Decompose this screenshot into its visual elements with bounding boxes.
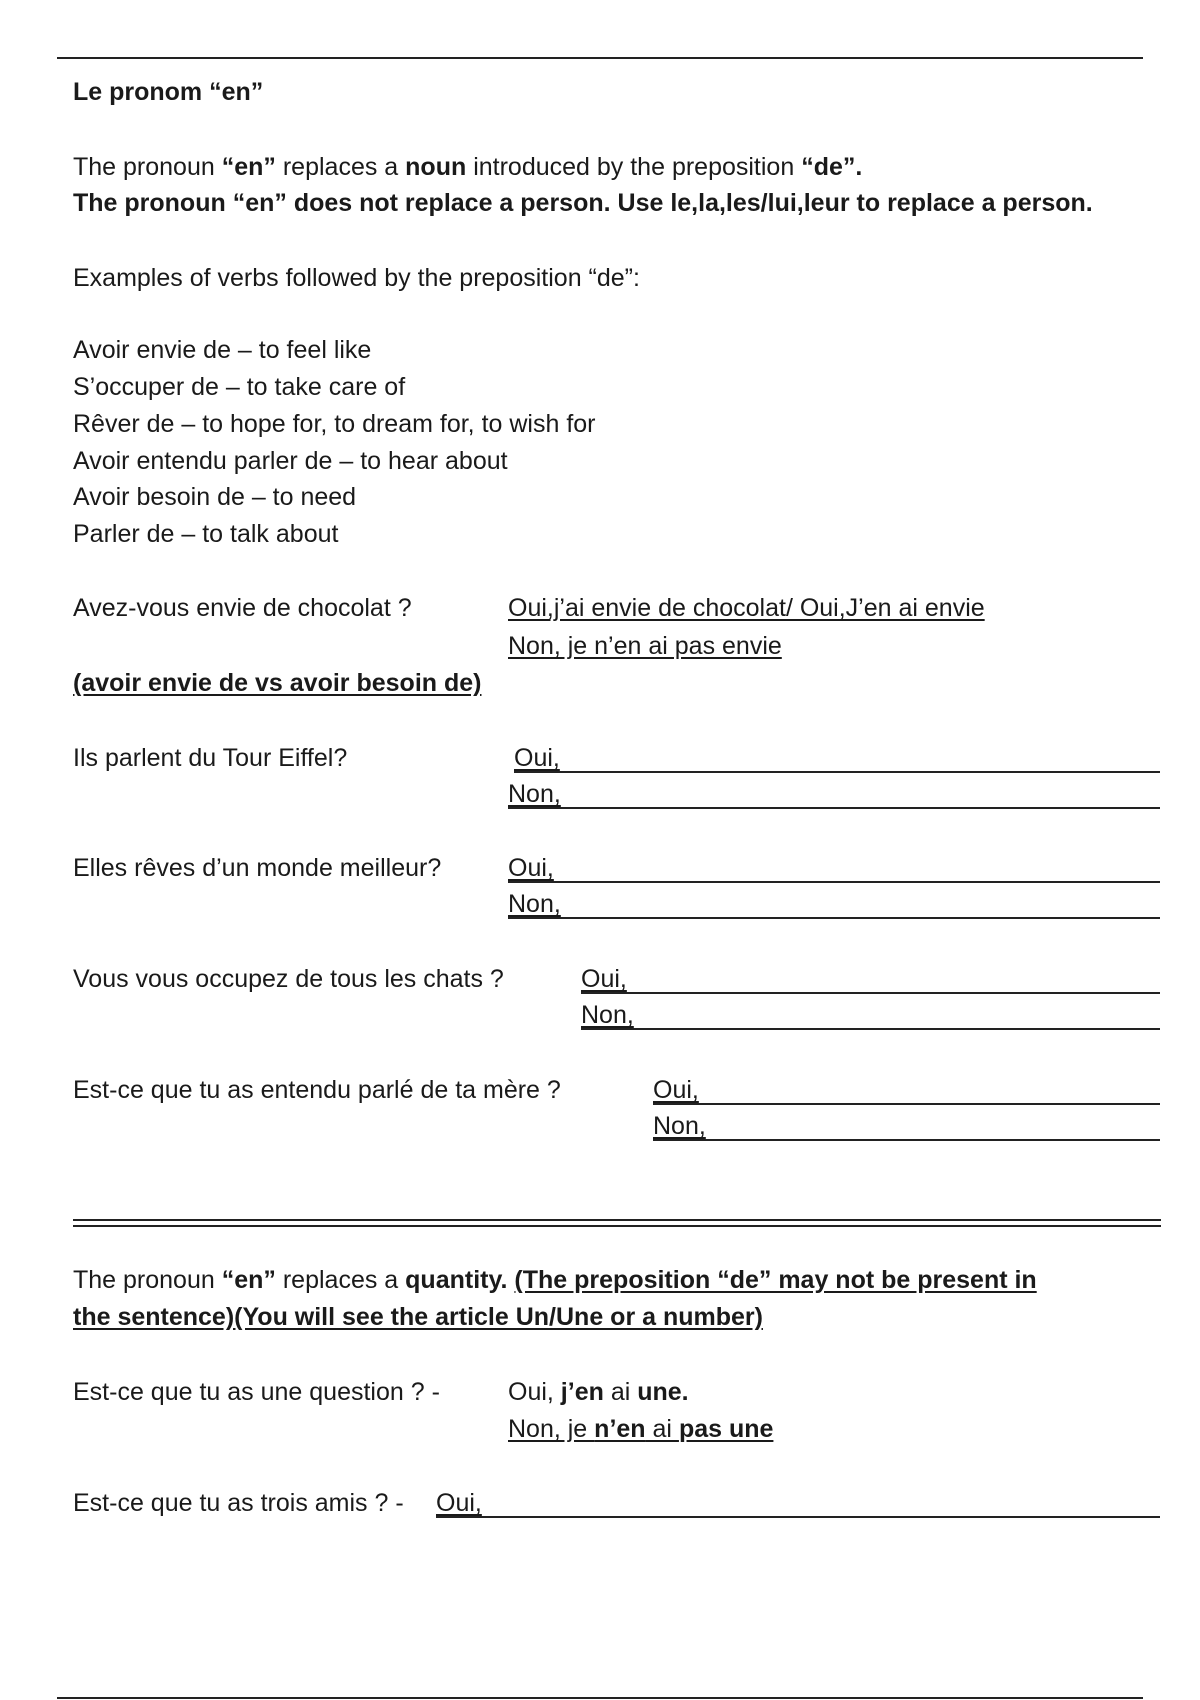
verb-item: Avoir entendu parler de – to hear about: [73, 447, 508, 475]
text-fragment: j’en: [560, 1378, 604, 1406]
answer-blank-no[interactable]: [581, 1000, 1160, 1030]
answer-prefix: Oui,: [514, 744, 560, 772]
text-fragment: quantity.: [405, 1266, 508, 1294]
top-rule: [57, 57, 1143, 59]
rule-quantity-line: [73, 1265, 1037, 1295]
answer-prefix: Oui,: [508, 854, 554, 882]
text-fragment: The pronoun: [73, 1266, 222, 1294]
text-fragment: “en”: [221, 153, 276, 181]
exercise-question: Est-ce que tu as trois amis ? -: [73, 1489, 404, 1517]
exercise-question: Ils parlent du Tour Eiffel?: [73, 744, 348, 772]
answer-blank-yes[interactable]: [581, 964, 1160, 994]
answer-blank-yes[interactable]: [653, 1075, 1160, 1105]
answer-blank-yes[interactable]: [508, 853, 1160, 883]
text-fragment: The pronoun: [73, 153, 222, 181]
example-note: (avoir envie de vs avoir besoin de): [73, 669, 482, 697]
example-question: Avez-vous envie de chocolat ?: [73, 594, 412, 622]
verb-item: Parler de – to talk about: [73, 520, 339, 548]
answer-prefix: Non,: [653, 1112, 706, 1140]
text-fragment: une.: [637, 1378, 689, 1406]
exercise-question: Est-ce que tu as entendu parlé de ta mère ?: [73, 1076, 561, 1104]
text-fragment: pas une: [678, 1415, 774, 1443]
text-fragment: “en”: [221, 1266, 276, 1294]
example-answer-yes: [508, 1377, 689, 1407]
answer-prefix: Non,: [581, 1001, 634, 1029]
exercise-question: Elles rêves d’un monde meilleur?: [73, 854, 442, 882]
text-fragment: ai: [603, 1378, 638, 1406]
bottom-rule: [57, 1697, 1143, 1699]
answer-prefix: Non,: [508, 890, 561, 918]
answer-prefix: Non,: [508, 780, 561, 808]
answer-blank-no[interactable]: [653, 1111, 1160, 1141]
answer-blank-yes[interactable]: [436, 1488, 1160, 1518]
rule-quantity-note: the sentence)(You will see the article Un/Une or a number): [73, 1303, 763, 1331]
example-answer-yes: Oui,j’ai envie de chocolat/ Oui,J’en ai envie: [508, 594, 985, 622]
text-fragment: replaces a: [275, 1266, 406, 1294]
text-fragment: Non, je: [508, 1415, 595, 1443]
examples-heading: Examples of verbs followed by the preposition “de”:: [73, 264, 640, 292]
rule-noun-line: [73, 152, 862, 182]
example-answer-no: [508, 1414, 773, 1444]
text-fragment: noun: [405, 153, 467, 181]
text-fragment: replaces a: [275, 153, 406, 181]
example-question: Est-ce que tu as une question ? -: [73, 1378, 440, 1406]
verb-item: Avoir envie de – to feel like: [73, 336, 372, 364]
rule-person-line: The pronoun “en” does not replace a person. Use le,la,les/lui,leur to replace a person.: [73, 189, 1093, 217]
answer-prefix: Oui,: [653, 1076, 699, 1104]
text-fragment: Oui,: [508, 1378, 561, 1406]
section-divider: [73, 1219, 1161, 1227]
text-fragment: introduced by the preposition: [466, 153, 802, 181]
verb-item: Avoir besoin de – to need: [73, 483, 357, 511]
verb-item: Rêver de – to hope for, to dream for, to wish for: [73, 410, 596, 438]
page-title: Le pronom “en”: [73, 78, 264, 106]
text-fragment: “de”.: [801, 153, 863, 181]
answer-prefix: Oui,: [581, 965, 627, 993]
answer-blank-no[interactable]: [508, 889, 1160, 919]
example-answer-no: Non, je n’en ai pas envie: [508, 632, 782, 660]
text-fragment: n’en: [594, 1415, 646, 1443]
exercise-question: Vous vous occupez de tous les chats ?: [73, 965, 504, 993]
verb-item: S’occuper de – to take care of: [73, 373, 406, 401]
answer-prefix: Oui,: [436, 1489, 482, 1517]
text-fragment: (The preposition “de” may not be present in: [514, 1266, 1037, 1294]
answer-blank-yes[interactable]: [514, 743, 1160, 773]
text-fragment: ai: [645, 1415, 679, 1443]
answer-blank-no[interactable]: [508, 779, 1160, 809]
